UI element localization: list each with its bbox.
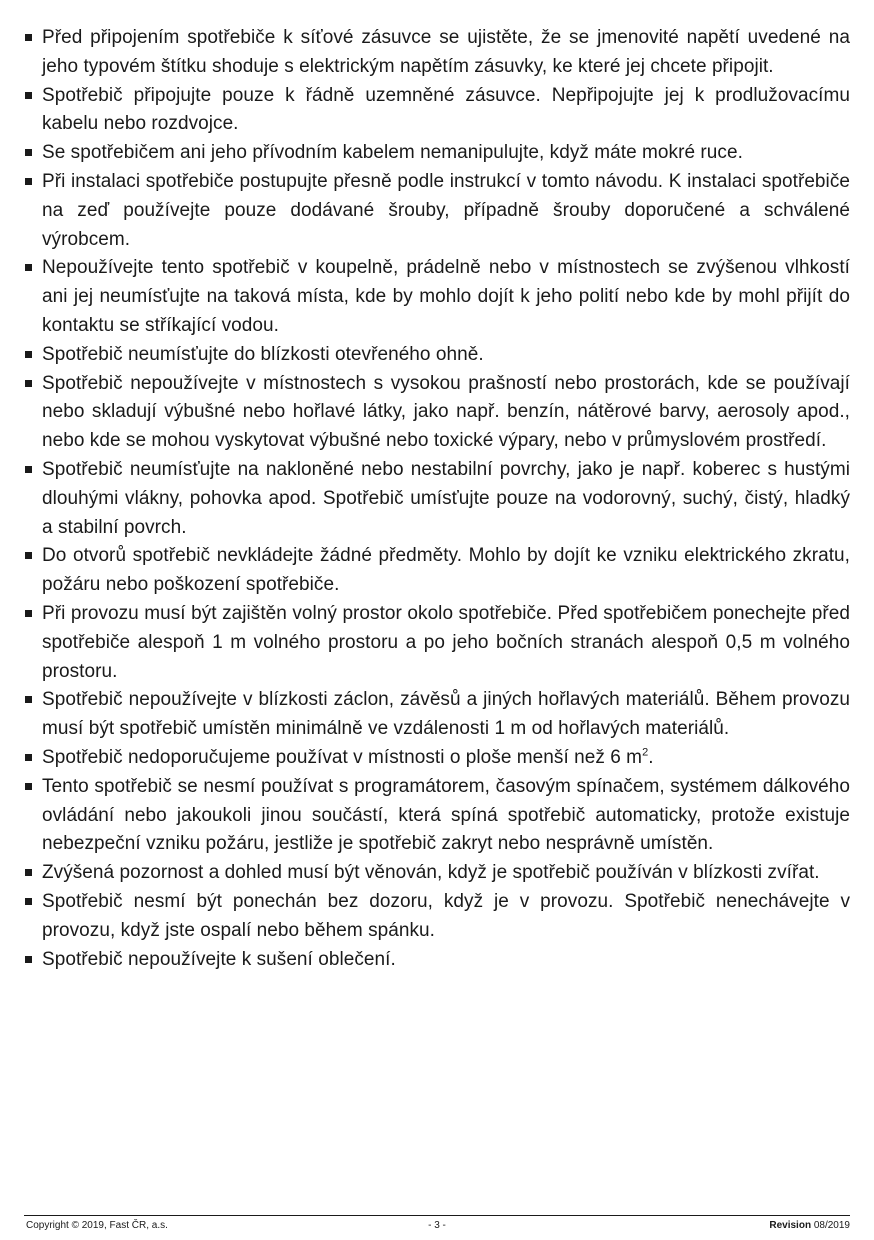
- bullet-icon: [25, 149, 32, 156]
- bullet-icon: [25, 351, 32, 358]
- bullet-icon: [25, 610, 32, 617]
- list-item: Spotřebič nepoužívejte v místnostech s vysokou prašností nebo prostorách, kde se používají nebo skladují výbušné nebo hořlavé látky, jako např. benzín, nátěrové barvy, aerosoly apod., nebo kde se mohou vyskytovat výbušné nebo toxické výpary, nebo v průmyslovém prostředí.: [24, 370, 850, 456]
- list-item: Zvýšená pozornost a dohled musí být věnován, když je spotřebič používán v blízkosti zvířat.: [24, 859, 850, 888]
- bullet-icon: [25, 956, 32, 963]
- bullet-icon: [25, 696, 32, 703]
- bullet-icon: [25, 552, 32, 559]
- bullet-icon: [25, 380, 32, 387]
- page-footer: [24, 1215, 850, 1235]
- list-item: Při provozu musí být zajištěn volný prostor okolo spotřebiče. Před spotřebičem ponechejte před spotřebiče alespoň 1 m volného prostoru a po jeho bočních stranách alespoň 0,5 m volného prostoru.: [24, 600, 850, 686]
- list-item: Spotřebič nepoužívejte k sušení oblečení.: [24, 946, 850, 975]
- bullet-icon: [25, 264, 32, 271]
- bullet-icon: [25, 466, 32, 473]
- bullet-icon: [25, 869, 32, 876]
- list-item: Do otvorů spotřebič nevkládejte žádné předměty. Mohlo by dojít ke vzniku elektrického zkratu, požáru nebo poškození spotřebiče.: [24, 542, 850, 600]
- list-item: Spotřebič neumísťujte na nakloněné nebo nestabilní povrchy, jako je např. koberec s hustými dlouhými vlákny, pohovka apod. Spotřebič umísťujte pouze na vodorovný, suchý, čistý, hladký a stabilní povrch.: [24, 456, 850, 542]
- footer-revision-value: 08/2019: [813, 1220, 850, 1231]
- list-item-room-area: Spotřebič nedoporučujeme používat v místnosti o ploše menší než 6 $m^2$.: [24, 744, 850, 773]
- footer-copyright: Copyright © 2019, Fast ČR, a.s.: [26, 1220, 168, 1231]
- list-item: Tento spotřebič se nesmí používat s programátorem, časovým spínačem, systémem dálkového ovládání nebo jakoukoli jinou součástí, která spíná spotřebič automaticky, protože existuje nebezpeční vzniku požáru, jestliže je spotřebič zakryt nebo nesprávně umístěn.: [24, 773, 850, 859]
- list-item: Spotřebič neumísťujte do blízkosti otevřeného ohně.: [24, 341, 850, 370]
- bullet-icon: [25, 754, 32, 761]
- list-item: Spotřebič připojujte pouze k řádně uzemněné zásuvce. Nepřipojujte jej k prodlužovacímu kabelu nebo rozdvojce.: [24, 82, 850, 140]
- list-item: Spotřebič nepoužívejte v blízkosti záclon, závěsů a jiných hořlavých materiálů. Během provozu musí být spotřebič umístěn minimálně ve vzdálenosti 1 m od hořlavých materiálů.: [24, 686, 850, 744]
- footer-revision: [769, 1220, 850, 1232]
- bullet-icon: [25, 898, 32, 905]
- bullet-icon: [25, 178, 32, 185]
- safety-instructions-list: [24, 24, 850, 974]
- list-item: Nepoužívejte tento spotřebič v koupelně, prádelně nebo v místnostech se zvýšenou vlhkostí ani jej neumísťujte na taková místa, kde by mohlo dojít k jeho polití nebo kde by mohl přijít do kontaktu se stříkající vodou.: [24, 254, 850, 340]
- bullet-icon: [25, 783, 32, 790]
- list-item: Před připojením spotřebiče k síťové zásuvce se ujistěte, že se jmenovité napětí uvedené na jeho typovém štítku shoduje s elektrickým napětím zásuvky, ke které jej chcete připojit.: [24, 24, 850, 82]
- list-item: Se spotřebičem ani jeho přívodním kabelem nemanipulujte, když máte mokré ruce.: [24, 139, 850, 168]
- bullet-icon: [25, 34, 32, 41]
- list-item: Při instalaci spotřebiče postupujte přesně podle instrukcí v tomto návodu. K instalaci spotřebiče na zeď používejte pouze dodávané šrouby, případně šrouby doporučené a schválené výrobcem.: [24, 168, 850, 254]
- footer-revision-label: Revision: [769, 1220, 812, 1231]
- list-item: Spotřebič nesmí být ponechán bez dozoru, když je v provozu. Spotřebič nenechávejte v provozu, když jste ospalí nebo během spánku.: [24, 888, 850, 946]
- page-content: [24, 24, 850, 974]
- footer-page-number: - 3 -: [428, 1220, 446, 1231]
- bullet-icon: [25, 92, 32, 99]
